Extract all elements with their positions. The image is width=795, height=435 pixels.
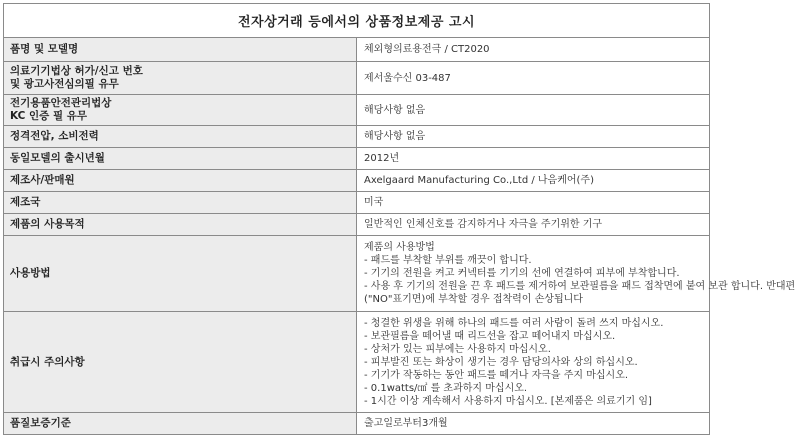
usage-line: - 기기의 전원을 켜고 커넥터를 기기의 선에 연결하여 피부에 부착합니다. [364, 268, 680, 279]
row-label-approval-number [4, 62, 357, 95]
row-value-country: 미국 [357, 192, 710, 214]
precaution-line: - 피부발진 또는 화상이 생기는 경우 담당의사와 상의 하십시오. [364, 356, 638, 368]
row-value-usage [357, 236, 795, 312]
label-line: KC 인증 필 유무 [10, 110, 88, 122]
table-row [4, 148, 710, 170]
row-value-warranty: 출고일로부터3개월 [357, 413, 710, 435]
row-value-kc-certification: 해당사항 없음 [357, 95, 710, 126]
table-row [4, 38, 710, 62]
row-label-warranty: 품질보증기준 [4, 413, 357, 435]
product-info-notice [3, 3, 795, 435]
precaution-line: - 1시간 이상 계속해서 사용하지 마십시오. [본제품은 의료기기 임] [364, 395, 652, 407]
row-value-rated-voltage: 해당사항 없음 [357, 126, 710, 148]
row-label-rated-voltage: 정격전압, 소비전력 [4, 126, 357, 148]
row-value-manufacturer: Axelgaard Manufacturing Co.,Ltd / 나음케어(주) [357, 170, 710, 192]
row-value-precautions [357, 312, 710, 413]
label-line: 의료기기법상 허가/신고 번호 [10, 65, 143, 77]
table-row [4, 236, 710, 312]
product-info-table [3, 3, 795, 435]
usage-line: ("NO"표기면)에 부착할 경우 접착력이 손상됩니다 [364, 294, 583, 305]
title-row [4, 4, 710, 38]
table-row [4, 214, 710, 236]
precaution-line: - 보관필름을 떼어낼 때 리드선을 잡고 떼어내지 마십시오. [364, 330, 616, 342]
row-label-kc-certification [4, 95, 357, 126]
row-value-product-name: 체외형의료용전극 / CT2020 [357, 38, 710, 62]
precaution-line: - 0.1watts/㎠ 를 초과하지 마십시오. [364, 382, 528, 394]
precaution-line: - 기기가 작동하는 동안 패드를 떼거나 자극을 주지 마십시오. [364, 369, 629, 381]
row-label-precautions: 취급시 주의사항 [4, 312, 357, 413]
usage-line: - 사용 후 기기의 전원을 끈 후 패드를 제거하여 보관필름을 패드 접착면에 붙여 보관 합니다. 반대편 [364, 281, 795, 292]
notice-title: 전자상거래 등에서의 상품정보제공 고시 [4, 4, 710, 38]
precaution-line: - 청결한 위생을 위해 하나의 패드를 여러 사람이 돌려 쓰지 마십시오. [364, 317, 664, 329]
precaution-line: - 상처가 있는 피부에는 사용하지 마십시오. [364, 343, 551, 355]
label-line: 및 광고사전심의필 유무 [10, 78, 119, 90]
row-label-release-date: 동일모델의 출시년월 [4, 148, 357, 170]
row-value-release-date: 2012년 [357, 148, 710, 170]
usage-line: 제품의 사용방법 [364, 242, 435, 253]
row-label-purpose: 제품의 사용목적 [4, 214, 357, 236]
row-label-product-name: 품명 및 모델명 [4, 38, 357, 62]
usage-line: - 패드를 부착할 부위를 깨끗이 합니다. [364, 255, 532, 266]
row-label-manufacturer: 제조사/판매원 [4, 170, 357, 192]
table-row [4, 413, 710, 435]
table-row [4, 192, 710, 214]
table-row [4, 126, 710, 148]
row-label-country: 제조국 [4, 192, 357, 214]
label-line: 전기용품안전관리법상 [10, 97, 112, 109]
row-value-approval-number: 제서울수신 03-487 [357, 62, 710, 95]
row-value-purpose: 일반적인 인체신호를 감지하거나 자극을 주기위한 기구 [357, 214, 710, 236]
table-row [4, 95, 710, 126]
table-row [4, 62, 710, 95]
table-row [4, 170, 710, 192]
table-row [4, 312, 710, 413]
row-label-usage: 사용방법 [4, 236, 357, 312]
